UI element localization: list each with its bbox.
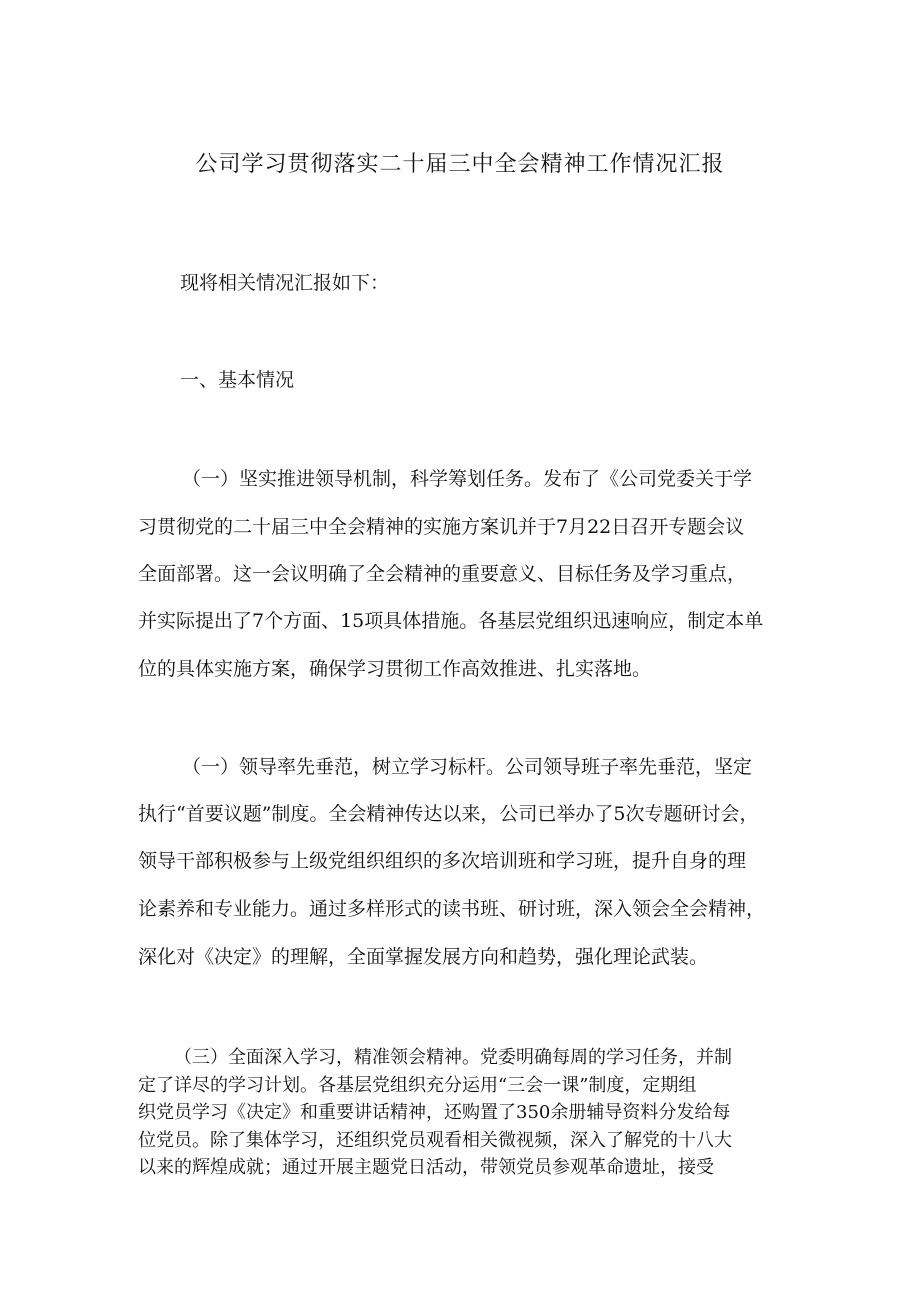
paragraph-line: 并实际提出了7个方面、15项具体措施。各基层党组织迅速响应，制定本单: [138, 610, 764, 632]
paragraph-line: 位的具体实施方案，确保学习贯彻工作高效推进、扎实落地。: [138, 658, 652, 680]
intro-text: 现将相关情况汇报如下：: [180, 272, 390, 294]
document-title: 公司学习贯彻落实二十届三中全会精神工作情况汇报: [195, 152, 725, 177]
section-heading: 一、基本情况: [180, 369, 295, 391]
paragraph-line: 深化对《决定》的理解，全面掌握发展方向和趋势，强化理论武装。: [138, 946, 709, 968]
paragraph-line: 习贯彻党的二十届三中全会精神的实施方案讥并于7月22日召开专题会议: [138, 516, 745, 538]
paragraph-line: 论素养和专业能力。通过多样形式的读书班、研讨班，深入领会全会精神，: [138, 898, 766, 920]
paragraph-line: 领导干部积极参与上级党组织组织的多次培训班和学习班，提升自身的理: [138, 850, 747, 872]
paragraph-line: 位党员。除了集体学习，还组织党员观看相关微视频，深入了解党的十八大: [138, 1130, 732, 1151]
paragraph-line: 执行“首要议题”制度。全会精神传达以来，公司已举办了5次专题研讨会，: [138, 803, 759, 825]
paragraph-line: （一）坚实推进领导机制，科学筹划任务。发布了《公司党委关于学: [182, 468, 753, 490]
paragraph-line: 定了详尽的学习计划。各基层党组织充分运用“三会一课”制度，定期组: [138, 1075, 697, 1096]
paragraph-line: （一）领导率先垂范，树立学习标杆。公司领导班子率先垂范，坚定: [182, 756, 753, 778]
paragraph-line: 织党员学习《决定》和重要讲话精神，还购置了350余册辅导资料分发给每: [138, 1102, 731, 1123]
paragraph-line: （三）全面深入学习，精准领会精神。党委明确每周的学习任务，并制: [174, 1047, 732, 1068]
paragraph-line: 以来的辉煌成就；通过开展主题党日活动，带领党员参观革命遗址，接受: [138, 1157, 714, 1178]
paragraph-line: 全面部署。这一会议明确了全会精神的重要意义、目标任务及学习重点，: [138, 563, 747, 585]
